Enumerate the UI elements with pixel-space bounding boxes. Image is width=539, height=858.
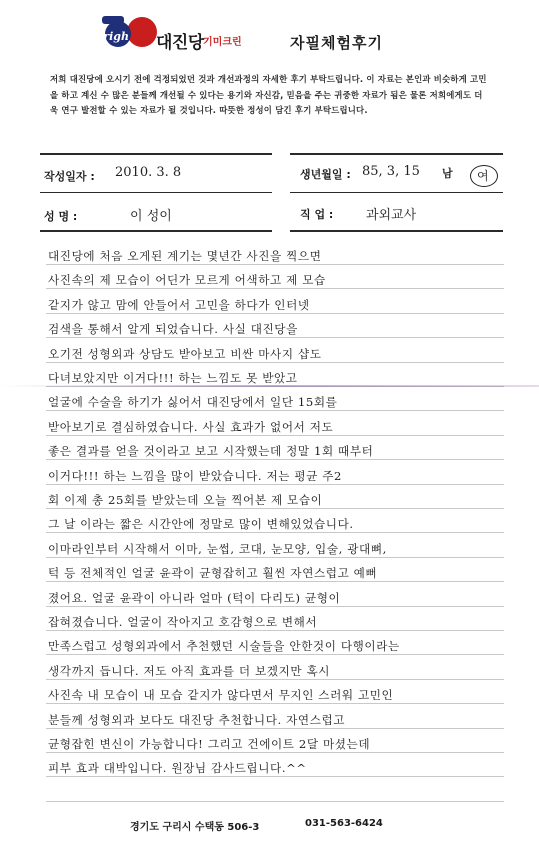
divider-mid-left [40, 192, 272, 193]
scan-streak [0, 385, 539, 387]
review-line: 다녀보았지만 이거다!!! 하는 느낌도 못 받았고 [48, 371, 298, 385]
ruled-line [46, 752, 504, 753]
ruled-line [46, 557, 504, 558]
review-line: 만족스럽고 성형외과에서 추천했던 시술들을 안한것이 다행이라는 [48, 639, 400, 654]
ruled-line [46, 484, 504, 485]
ruled-line [46, 337, 504, 338]
review-line: 오기전 성형외과 상담도 받아보고 비싼 마사지 샵도 [48, 346, 322, 361]
gender-male: 남 [442, 167, 453, 180]
ruled-line [46, 703, 504, 704]
ruled-line [46, 630, 504, 631]
divider-mid-right [290, 192, 503, 193]
review-line: 얼굴에 수술을 하기가 싫어서 대진당에서 일단 15회를 [48, 395, 338, 410]
ruled-line [46, 264, 504, 265]
review-line: 생각까지 듭니다. 저도 아직 효과를 더 보겠지만 혹시 [48, 663, 331, 678]
ruled-line [46, 606, 504, 607]
date-value: 2010. 3. 8 [115, 165, 182, 180]
logo-text: Brigh [94, 30, 129, 43]
job-value: 과외교사 [366, 208, 417, 223]
review-line: 이마라인부터 시작해서 이마, 눈썹, 코대, 눈모양, 입술, 광대뼈, [48, 541, 387, 556]
divider-bottom-right [290, 230, 503, 232]
divider-bottom-left [40, 230, 272, 232]
footer-phone: 031-563-6424 [305, 818, 383, 829]
review-line: 피부 효과 대박입니다. 원장님 감사드립니다.^^ [48, 761, 307, 776]
date-label: 작성일자 : [44, 170, 95, 183]
ruled-line [46, 581, 504, 582]
review-line: 졌어요. 얼굴 윤곽이 아니라 얼마 (턱이 다리도) 균형이 [48, 590, 341, 605]
review-line: 사진속의 제 모습이 어딘가 모르게 어색하고 제 모습 [48, 273, 326, 288]
ruled-line [46, 435, 504, 436]
review-line: 받아보기로 결심하였습니다. 사실 효과가 없어서 저도 [48, 419, 334, 434]
review-line: 회 이제 총 25회를 받았는데 오늘 찍어본 제 모습이 [48, 493, 323, 507]
ruled-line [46, 532, 504, 533]
name-label: 성 명 : [44, 210, 78, 223]
ruled-line [46, 654, 504, 655]
ruled-line [46, 362, 504, 363]
footer-address: 경기도 구리시 수택동 506-3 [130, 822, 260, 833]
ruled-line [46, 459, 504, 460]
review-line: 이거다!!! 하는 느낌을 많이 받았습니다. 저는 평균 주2 [48, 468, 343, 483]
bright-logo-icon [88, 12, 160, 58]
ruled-line [46, 776, 504, 777]
brand-subtitle: 기미크린 [203, 37, 242, 48]
page-title: 자필체험후기 [290, 34, 383, 52]
review-line: 같지가 않고 맘에 안들어서 고민을 하다가 인터넷 [48, 297, 310, 312]
ruled-line [46, 679, 504, 680]
gender-female: 여 [477, 169, 489, 183]
review-line: 균형잡힌 변신이 가능합니다! 그리고 건에이트 2달 마셨는데 [48, 737, 371, 751]
ruled-line [46, 313, 504, 314]
review-line: 검색을 통해서 알게 되었습니다. 사실 대진당을 [48, 322, 298, 337]
ruled-line [46, 728, 504, 729]
job-label: 직 업 : [300, 208, 334, 221]
ruled-line [46, 410, 504, 411]
review-line: 그 날 이라는 짧은 시간안에 정말로 많이 변해있었습니다. [48, 517, 354, 532]
brand-name: 대진당 [156, 33, 204, 53]
review-line: 잡혀졌습니다. 얼굴이 작아지고 호감형으로 변해서 [48, 615, 318, 629]
name-value: 이 성이 [130, 209, 172, 224]
intro-paragraph: 저희 대진당에 오시기 전에 걱정되었던 것과 개선과정의 자세한 후기 부탁드립니다. 이 자료는 본인과 비슷하게 고민을 하고 계신 수 많은 분들께 개선될 수 있다는 용기와 자신감, 믿음을 주는 귀중한 자료가 됨은 물론 저희에게도 더욱 연구 발전할 수 있는 자료가 될 것입니다. 따뜻한 정성이 담긴 후기 부탁드립니다. [50, 74, 487, 115]
review-line: 분들께 성형외과 보다도 대진당 추천합니다. 자연스럽고 [48, 712, 346, 727]
birth-label: 생년월일 : [300, 168, 351, 181]
birth-value: 85, 3, 15 [362, 164, 420, 179]
review-line: 사진속 내 모습이 내 모습 같지가 않다면서 무지인 스러워 고민인 [48, 688, 394, 703]
divider-top-left [40, 153, 272, 155]
divider-top-right [290, 153, 503, 155]
review-line: 턱 등 전체적인 얼굴 윤곽이 균형잡히고 훨씬 자연스럽고 예뻐 [48, 566, 378, 581]
review-line: 대진당에 처음 오게된 계기는 몇년간 사진을 찍으면 [48, 249, 322, 263]
ruled-line [46, 288, 504, 289]
ruled-line [46, 801, 504, 802]
ruled-line [46, 508, 504, 509]
review-line: 좋은 결과를 얻을 것이라고 보고 시작했는데 정말 1회 때부터 [48, 444, 374, 459]
